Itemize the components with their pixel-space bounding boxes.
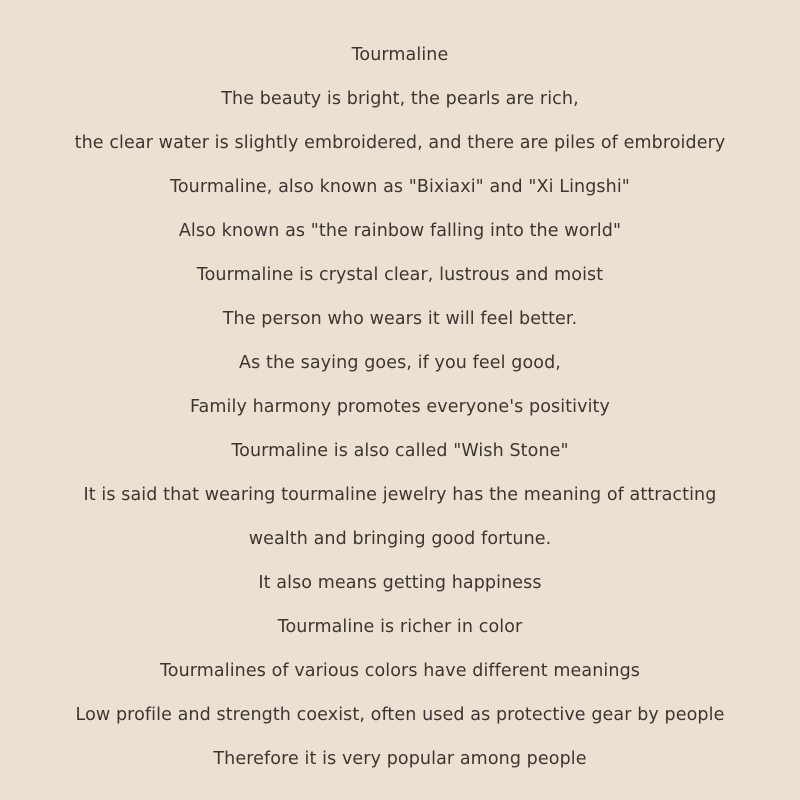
text-line: It also means getting happiness — [258, 573, 542, 593]
text-line: Therefore it is very popular among people — [213, 749, 587, 769]
text-line: Also known as "the rainbow falling into the world" — [178, 221, 622, 241]
text-line: Family harmony promotes everyone's positivity — [190, 397, 610, 417]
text-line: Low profile and strength coexist, often used as protective gear by people — [75, 705, 725, 725]
text-line: Tourmaline is richer in color — [277, 617, 523, 637]
text-line: The person who wears it will feel better. — [222, 309, 578, 329]
text-line: the clear water is slightly embroidered, and there are piles of embroidery — [74, 133, 726, 153]
text-line: It is said that wearing tourmaline jewelry has the meaning of attracting — [83, 485, 717, 505]
text-line: Tourmaline is crystal clear, lustrous and moist — [196, 265, 604, 285]
text-line: wealth and bringing good fortune. — [248, 529, 552, 549]
text-line: Tourmaline, also known as "Bixiaxi" and "Xi Lingshi" — [170, 177, 630, 197]
text-line: Tourmalines of various colors have different meanings — [159, 661, 640, 681]
text-line: As the saying goes, if you feel good, — [239, 353, 561, 373]
text-line: The beauty is bright, the pearls are rich, — [221, 89, 579, 109]
page-title: Tourmaline — [351, 45, 449, 65]
text-line: Tourmaline is also called "Wish Stone" — [231, 441, 569, 461]
